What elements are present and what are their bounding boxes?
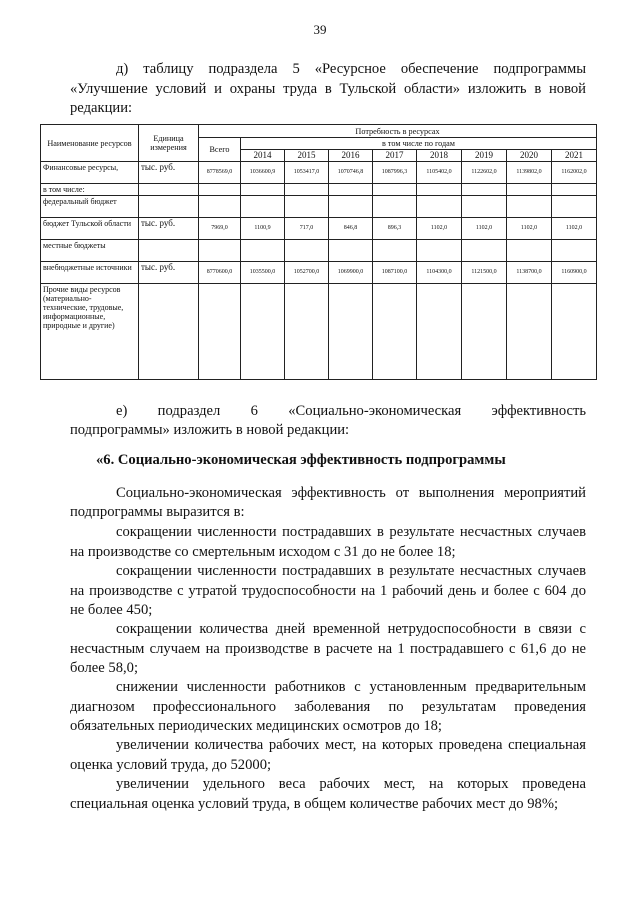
page-number: 39: [313, 22, 327, 37]
row-year-value-cell: 1122602,0: [462, 162, 507, 184]
header-need: Потребность в ресурсах: [199, 125, 597, 138]
table-row: [41, 162, 597, 184]
row-total-cell: 7969,0: [199, 218, 241, 240]
row-year-value-cell: [241, 240, 285, 262]
row-year-value-cell: 1053417,0: [285, 162, 329, 184]
row-year-value-cell: [285, 240, 329, 262]
row-year-value-cell: 1162002,0: [552, 162, 597, 184]
body-p5: снижении численности работников с установленным предварительным диагнозом профессионального заболевания по результатам проведения обязательных периодических медицинских осмотров до 18;: [70, 679, 586, 734]
resource-table: [40, 124, 597, 380]
row-year-value-cell: [552, 184, 597, 196]
row-total-cell: [199, 196, 241, 218]
row-year-value-cell: 1087100,0: [373, 262, 417, 284]
row-name-cell: в том числе:: [41, 184, 139, 196]
row-year-value-cell: 1121500,0: [462, 262, 507, 284]
row-year-value-cell: 1035500,0: [241, 262, 285, 284]
row-year-value-cell: 846,8: [329, 218, 373, 240]
year-header: 2017: [373, 150, 417, 162]
year-header: 2020: [507, 150, 552, 162]
section-e-line-2: подпрограммы» изложить в новой редакции:: [70, 422, 350, 438]
row-year-value-cell: [373, 196, 417, 218]
row-unit-cell: тыс. руб.: [139, 262, 199, 284]
section-heading: «6. Социально-экономическая эффективность подпрограммы: [96, 452, 506, 468]
row-year-value-cell: 896,3: [373, 218, 417, 240]
row-unit-cell: [139, 284, 199, 380]
body-p7: увеличении удельного веса рабочих мест, на которых проведена специальная оценка условий труда, в общем количестве рабочих мест до 98%;: [70, 776, 586, 812]
row-year-value-cell: [462, 196, 507, 218]
row-year-value-cell: [373, 284, 417, 380]
row-year-value-cell: 1036600,9: [241, 162, 285, 184]
row-year-value-cell: [507, 240, 552, 262]
row-year-value-cell: [417, 196, 462, 218]
body-p3: сокращении численности пострадавших в результате несчастных случаев на производстве с утратой трудоспособности на 1 рабочий день и более с 604 до не более 450;: [70, 563, 586, 618]
row-year-value-cell: [417, 240, 462, 262]
row-year-value-cell: 1102,0: [552, 218, 597, 240]
row-year-value-cell: 1104300,0: [417, 262, 462, 284]
row-year-value-cell: 1160900,0: [552, 262, 597, 284]
row-name-cell: федеральный бюджет: [41, 196, 139, 218]
body-p1-line-2: подпрограммы выразится в:: [70, 504, 245, 520]
row-year-value-cell: 717,0: [285, 218, 329, 240]
row-total-cell: 8770600,0: [199, 262, 241, 284]
row-year-value-cell: [552, 240, 597, 262]
year-header: 2016: [329, 150, 373, 162]
row-year-value-cell: [285, 284, 329, 380]
row-year-value-cell: [552, 284, 597, 380]
row-unit-cell: [139, 184, 199, 196]
row-name-cell: Прочие виды ресурсов (материально-технические, трудовые, информационные, природные и другие): [41, 284, 139, 380]
year-header: 2019: [462, 150, 507, 162]
row-year-value-cell: [462, 284, 507, 380]
row-year-value-cell: [507, 284, 552, 380]
row-name-cell: внебюджетные источники: [41, 262, 139, 284]
row-year-value-cell: [417, 184, 462, 196]
row-year-value-cell: [329, 284, 373, 380]
section-e-line-1: е) подраздел 6 «Социально-экономическая эффективность: [116, 403, 586, 419]
header-total: Всего: [199, 138, 241, 162]
row-year-value-cell: 1105402,0: [417, 162, 462, 184]
year-header: 2014: [241, 150, 285, 162]
row-year-value-cell: [373, 240, 417, 262]
row-unit-cell: тыс. руб.: [139, 218, 199, 240]
row-year-value-cell: [285, 184, 329, 196]
table-row: [41, 262, 597, 284]
row-year-value-cell: 1102,0: [462, 218, 507, 240]
row-name-cell: бюджет Тульской области: [41, 218, 139, 240]
row-year-value-cell: 1069900,0: [329, 262, 373, 284]
row-unit-cell: тыс. руб.: [139, 162, 199, 184]
intro-line-3: редакции:: [70, 100, 133, 116]
row-year-value-cell: [552, 196, 597, 218]
row-total-cell: [199, 240, 241, 262]
body-p2: сокращении численности пострадавших в результате несчастных случаев на производстве со смертельным исходом с 31 до не более 18;: [70, 524, 586, 560]
row-year-value-cell: [462, 240, 507, 262]
row-year-value-cell: [329, 240, 373, 262]
year-header: 2018: [417, 150, 462, 162]
row-year-value-cell: 1087996,3: [373, 162, 417, 184]
row-year-value-cell: [507, 196, 552, 218]
table-row: [41, 218, 597, 240]
row-year-value-cell: [507, 184, 552, 196]
header-name: Наименование ресурсов: [41, 125, 139, 162]
row-year-value-cell: [462, 184, 507, 196]
row-year-value-cell: 1138700,0: [507, 262, 552, 284]
table-row: [41, 184, 597, 196]
year-header: 2015: [285, 150, 329, 162]
row-year-value-cell: [329, 184, 373, 196]
header-unit: Единица измерения: [139, 125, 199, 162]
row-total-cell: 8778569,0: [199, 162, 241, 184]
row-year-value-cell: [241, 184, 285, 196]
row-year-value-cell: [241, 196, 285, 218]
table-row: [41, 284, 597, 380]
intro-line-2: «Улучшение условий и охраны труда в Тульской области» изложить в новой: [70, 81, 586, 97]
year-header: 2021: [552, 150, 597, 162]
row-year-value-cell: [329, 196, 373, 218]
row-year-value-cell: [241, 284, 285, 380]
row-name-cell: местные бюджеты: [41, 240, 139, 262]
row-name-cell: Финансовые ресурсы,: [41, 162, 139, 184]
body-p1-line-1: Социально-экономическая эффективность от выполнения мероприятий: [116, 485, 586, 501]
row-year-value-cell: 1102,0: [417, 218, 462, 240]
row-year-value-cell: 1070746,8: [329, 162, 373, 184]
row-unit-cell: [139, 196, 199, 218]
intro-line-1: д) таблицу подраздела 5 «Ресурсное обеспечение подпрограммы: [116, 61, 586, 77]
row-total-cell: [199, 284, 241, 380]
body-p4: сокращении количества дней временной нетрудоспособности в связи с несчастным случаем на производстве в расчете на 1 пострадавшего с 61,6 до не более 58,0;: [70, 621, 586, 676]
row-year-value-cell: [417, 284, 462, 380]
header-by-years: в том числе по годам: [241, 138, 597, 150]
row-year-value-cell: 1102,0: [507, 218, 552, 240]
row-year-value-cell: [373, 184, 417, 196]
row-year-value-cell: 1100,9: [241, 218, 285, 240]
row-year-value-cell: 1139802,0: [507, 162, 552, 184]
body-p6: увеличении количества рабочих мест, на которых проведена специальная оценка условий труда, до 52000;: [70, 737, 586, 773]
row-year-value-cell: 1052700,0: [285, 262, 329, 284]
row-year-value-cell: [285, 196, 329, 218]
table-row: [41, 196, 597, 218]
table-row: [41, 240, 597, 262]
row-total-cell: [199, 184, 241, 196]
row-unit-cell: [139, 240, 199, 262]
